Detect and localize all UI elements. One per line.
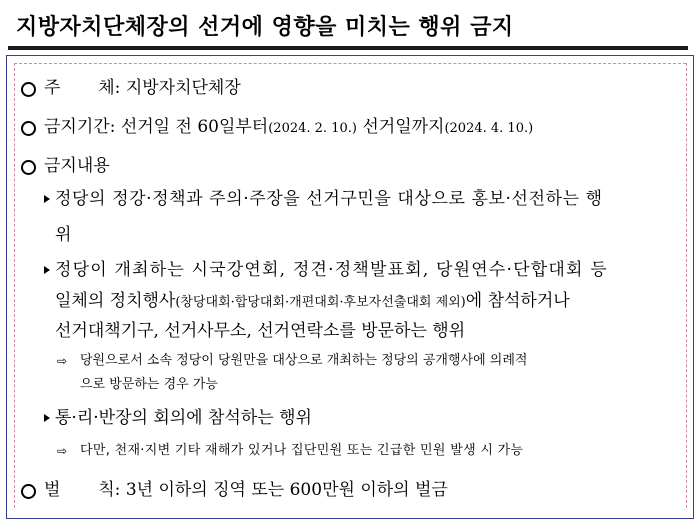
bullet-1-line-2: 위 xyxy=(55,225,72,245)
penalty-label: 벌 칙: xyxy=(44,480,121,500)
circle-bullet-icon xyxy=(21,160,36,175)
period-text-b: 선거일까지 xyxy=(362,117,445,137)
bullet-2-line-1: 정당이 개최하는 시국강연회, 정견·정책발표회, 당원연수·단합대회 등 xyxy=(55,260,608,280)
bullet-2-line-3: 선거대책기구, 선거사무소, 선거연락소를 방문하는 행위 xyxy=(55,321,466,341)
period-date-b: (2024. 4. 10.) xyxy=(444,121,534,136)
triangle-bullet-icon xyxy=(44,195,50,203)
subject-label: 주 체: xyxy=(44,78,121,98)
bullet-1-line-1: 정당의 정강·정책과 주의·주장을 선거구민을 대상으로 홍보·선전하는 행 xyxy=(55,189,603,209)
dashed-guide-right xyxy=(686,63,687,508)
period-label: 금지기간: xyxy=(44,117,116,137)
period-row xyxy=(44,117,533,139)
circle-bullet-icon xyxy=(21,484,36,499)
bullet-2-note-2: 으로 방문하는 경우 가능 xyxy=(80,377,218,392)
period-text-a: 선거일 전 60일부터 xyxy=(120,117,269,137)
bullet-3-line-1: 통·리·반장의 회의에 참석하는 행위 xyxy=(55,408,312,428)
penalty-row xyxy=(44,480,448,500)
bullet-3-note-1: 다만, 천재·지변 기타 재해가 있거나 집단민원 또는 긴급한 민원 발생 시 가능 xyxy=(80,443,524,458)
circle-bullet-icon xyxy=(21,121,36,136)
bullet-2-text-a: 일체의 정치행사 xyxy=(55,291,176,311)
subject-row xyxy=(44,78,241,98)
arrow-right-icon: ⇨ xyxy=(57,354,68,368)
triangle-bullet-icon xyxy=(44,266,50,274)
content-label: 금지내용 xyxy=(44,156,110,176)
subject-value: 지방자치단체장 xyxy=(125,78,241,98)
period-date-a: (2024. 2. 10.) xyxy=(268,121,357,136)
page-title: 지방자치단체장의 선거에 영향을 미치는 행위 금지 xyxy=(16,15,514,40)
dashed-guide-left xyxy=(14,63,15,508)
dashed-guide-top xyxy=(14,63,686,64)
bullet-2-text-c: 에 참석하거나 xyxy=(465,291,570,311)
circle-bullet-icon xyxy=(21,82,36,97)
triangle-bullet-icon xyxy=(44,414,50,422)
bullet-2-note-1: 당원으로서 소속 정당이 당원만을 대상으로 개최하는 정당의 공개행사에 의례적 xyxy=(80,353,528,368)
title-bar xyxy=(8,6,688,50)
arrow-right-icon: ⇨ xyxy=(57,444,68,458)
penalty-value: 3년 이하의 징역 또는 600만원 이하의 벌금 xyxy=(125,480,448,500)
bullet-2-exclusion: (창당대회·합당대회·개편대회·후보자선출대회 제외) xyxy=(175,295,466,310)
bullet-2-line-2 xyxy=(55,291,570,313)
